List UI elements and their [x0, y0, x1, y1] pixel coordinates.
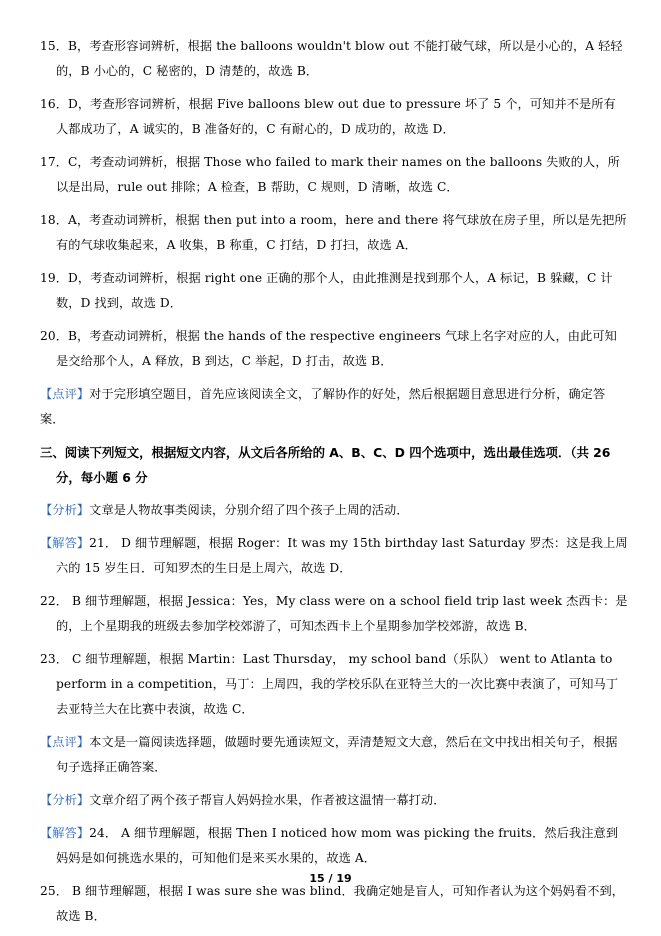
answer-item-19: 19．D，考查动词辨析，根据 right one 正确的那个人，由此推测是找到那个人，A 标记，B 躲藏，C 计数，D 找到，故选 D．: [40, 271, 613, 310]
answer-tag: 【解答】: [40, 536, 90, 550]
answer-text: 21． D 细节理解题，根据 Roger：It was my 15th birthday last Saturday 罗杰：这是我上周六的 15 岁生日．可知罗杰的生日是上周六，故选 D．: [56, 536, 628, 575]
answer-text: 24． A 细节理解题，根据 Then I noticed how mom was picking the fruits．然后我注意到妈妈是如何挑选水果的，可知他们是来买水果的，故选 A．: [56, 826, 619, 865]
section-heading: 三、阅读下列短文，根据短文内容，从文后各所给的 A、B、C、D 四个选项中，选出最佳选项．（共 26 分，每小题 6 分: [40, 445, 611, 485]
answer-item-23: 23． C 细节理解题，根据 Martin：Last Thursday， my school band（乐队） went to Atlanta to perform in a competition，马丁：上周四，我的学校乐队在亚特兰大的一次比赛中表演了，可知马丁去亚特兰大在比赛中表演，故选 C．: [40, 652, 619, 716]
answer-item-24: [40, 821, 628, 871]
answer-item-18: 18．A，考查动词辨析，根据 then put into a room，here and there 将气球放在房子里，所以是先把所有的气球收集起来，A 收集，B 称重，C 打结，D 打扫，故选 A．: [40, 213, 627, 252]
analysis-paragraph-1: [40, 498, 628, 523]
answer-item-22: 22． B 细节理解题，根据 Jessica：Yes，My class were on a school field trip last week 杰西卡：是的，上个星期我的班级去参加学校郊游了，可知杰西卡上个星期参加学校郊游，故选 B．: [40, 594, 628, 633]
comment-text: 本文是一篇阅读选择题，做题时要先通读短文，弄清楚短文大意，然后在文中找出相关句子，根据句子选择正确答案．: [56, 735, 618, 774]
answer-item-25: 25． B 细节理解题，根据 I was sure she was blind．我确定她是盲人，可知作者认为这个妈妈看不到，故选 B．: [40, 884, 625, 923]
answer-item-20: 20．B，考查动词辨析，根据 the hands of the respective engineers 气球上名字对应的人，由此可知是交给那个人，A 释放，B 到达，C 举起，D 打击，故选 B．: [40, 329, 617, 368]
answer-item-15: 15．B，考查形容词辨析，根据 the balloons wouldn't blow out 不能打破气球，所以是小心的，A 轻轻的，B 小心的，C 秘密的，D 清楚的，故选 B．: [40, 39, 623, 78]
page-content: [40, 34, 628, 936]
comment-tag: 【点评】: [40, 735, 90, 749]
analysis-text: 文章是人物故事类阅读，分别介绍了四个孩子上周的活动．: [89, 503, 409, 517]
answer-item-21: [40, 531, 628, 581]
page-number: 15 / 19: [309, 872, 352, 885]
analysis-tag: 【分析】: [40, 793, 90, 807]
analysis-tag: 【分析】: [40, 503, 90, 517]
comment-paragraph-2: [40, 730, 628, 780]
analysis-paragraph-2: [40, 788, 628, 813]
comment-tag: 【点评】: [40, 387, 90, 401]
analysis-text: 文章介绍了两个孩子帮盲人妈妈捡水果，作者被这温情一幕打动．: [89, 793, 446, 807]
comment-text: 对于完形填空题目，首先应该阅读全文，了解协作的好处，然后根据题目意思进行分析，确定答案．: [40, 387, 606, 426]
answer-item-16: 16．D，考查形容词辨析，根据 Five balloons blew out due to pressure 坏了 5 个，可知并不是所有人都成功了，A 诚实的，B 准备好的，C 有耐心的，D 成功的，故选 D．: [40, 97, 616, 136]
comment-paragraph-1: [40, 382, 628, 432]
answer-item-17: 17．C，考查动词辨析，根据 Those who failed to mark their names on the balloons 失败的人，所以是出局，rule out 排除；A 检查，B 帮助，C 规则，D 清晰，故选 C．: [40, 155, 620, 194]
answer-tag: 【解答】: [40, 826, 90, 840]
